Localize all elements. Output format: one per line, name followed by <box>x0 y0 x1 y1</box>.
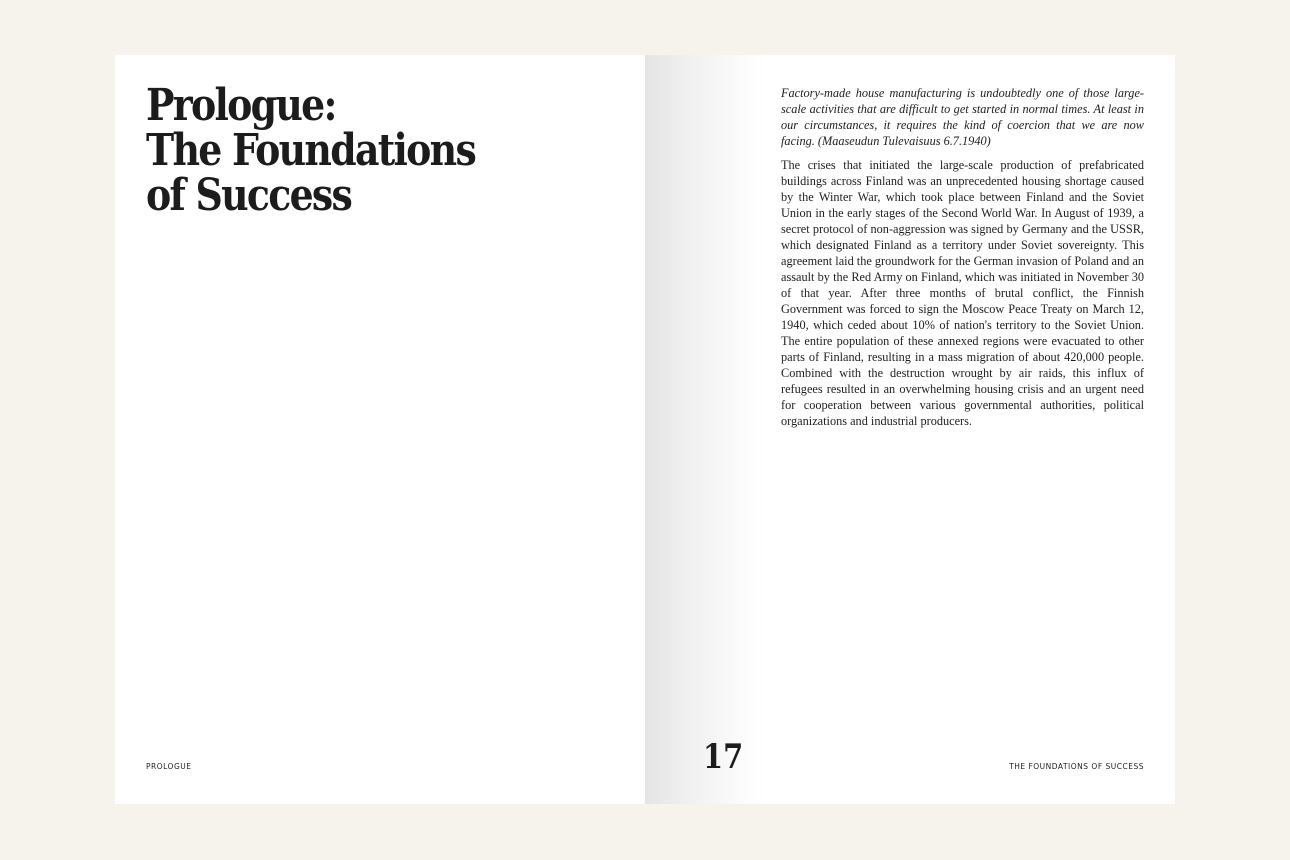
book-spread <box>115 55 1175 804</box>
chapter-title <box>146 80 476 221</box>
chapter-title-line-3: of Success <box>146 170 352 221</box>
page-number: 17 <box>703 737 744 777</box>
chapter-title-line-2: The Foundations <box>146 125 476 176</box>
chapter-title-line-1: Prologue: <box>146 80 336 131</box>
left-page <box>115 55 645 804</box>
right-running-footer: THE FOUNDATIONS OF SUCCESS <box>1009 762 1144 771</box>
epigraph-quote: Factory-made house manufacturing is undoubtedly one of those large-scale activities that are difficult to get started in normal times. At least in our circumstances, it requires the kind of coercion that we are now facing. (Maaseudun Tulevaisuus 6.7.1940) <box>781 86 1144 148</box>
left-running-footer: PROLOGUE <box>146 762 192 771</box>
body-paragraph: The crises that initiated the large-scale production of prefabricated buildings across Finland was an unprecedented housing shortage caused by the Winter War, which took place between Finland and the Soviet Union in the early stages of the Second World War. In August of 1939, a secret protocol of non-aggression was signed by Germany and the USSR, which designated Finland as a territory under Soviet sovereignty. This agreement laid the groundwork for the German invasion of Poland and an assault by the Red Army on Finland, which was initiated in November 30 of that year. After three months of brutal conflict, the Finnish Government was forced to sign the Moscow Peace Treaty on March 12, 1940, which ceded about 10% of nation's territory to the Soviet Union. The entire population of these annexed regions were evacuated to other parts of Finland, resulting in a mass migration of about 420,000 people. Combined with the destruction wrought by air raids, this influx of refugees resulted in an overwhelming housing crisis and an urgent need for cooperation between various governmental authorities, political organizations and industrial producers. <box>781 158 1144 428</box>
right-page <box>645 55 1175 804</box>
text-block <box>781 85 1144 429</box>
